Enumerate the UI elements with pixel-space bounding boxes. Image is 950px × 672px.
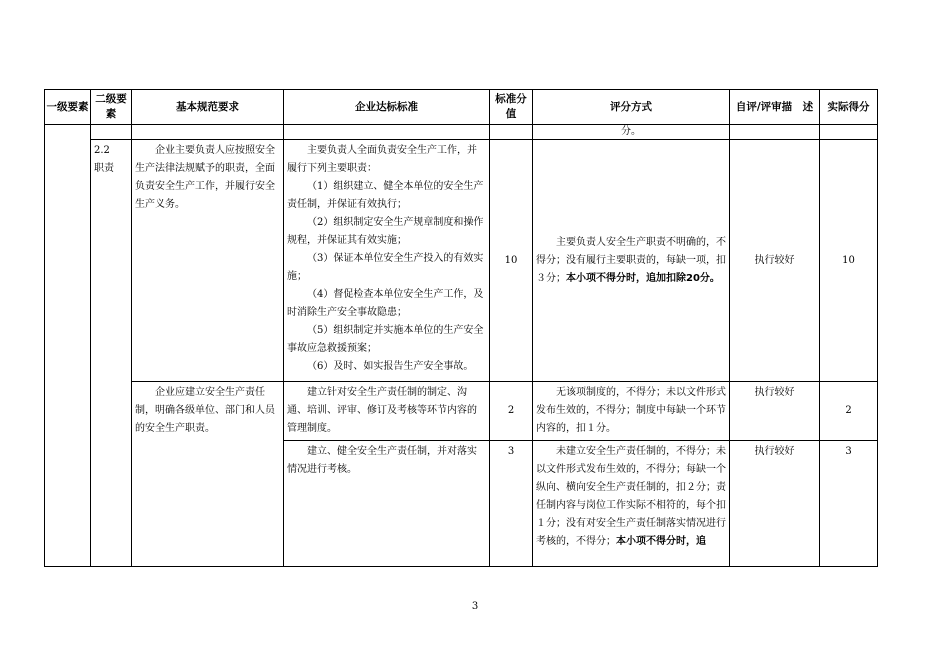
header-self-eval: 自评/评审描 述 — [730, 90, 820, 125]
standard-cell — [284, 140, 490, 382]
standard-item: （5）组织制定并实施本单位的生产安全事故应急救援预案； — [287, 325, 484, 354]
standard-lead: 主要负责人全面负责安全生产工作，并履行下列主要职责： — [287, 145, 477, 174]
self-eval-cell: 执行较好 — [730, 382, 820, 441]
header-scoring: 评分方式 — [533, 90, 730, 125]
standard-item: （1）组织建立、健全本单位的安全生产责任制，并保证有效执行； — [287, 181, 484, 210]
table-row — [45, 140, 878, 382]
continuation-requirement — [132, 125, 284, 140]
scoring-cell — [533, 140, 730, 382]
level1-cell — [45, 125, 91, 567]
standard-cell: 建立针对安全生产责任制的制定、沟通、培训、评审、修订及考核等环节内容的管理制度。 — [284, 382, 490, 441]
section-name: 职责 — [94, 163, 114, 174]
scoring-text: 未建立安全生产责任制的，不得分；未以文件形式发布生效的，不得分；每缺一个纵向、横向安全生产责任制的，扣２分；责任制内容与岗位工作实际不相符的，每个扣１分；没有对安全生产责任制落实情况进行考核的，不得分； — [536, 446, 726, 547]
continuation-actual — [820, 125, 878, 140]
standard-item: （4）督促检查本单位安全生产工作，及时消除生产安全事故隐患； — [287, 289, 484, 318]
header-level2: 二级要素 — [91, 90, 132, 125]
scoring-bold-text: 本小项不得分时，追 — [616, 536, 706, 547]
standard-cell: 建立、健全安全生产责任制，并对落实情况进行考核。 — [284, 441, 490, 567]
header-actual: 实际得分 — [820, 90, 878, 125]
requirement-cell: 企业主要负责人应按照安全生产法律法规赋予的职责，全面负责安全生产工作，并履行安全生产义务。 — [132, 140, 284, 382]
standard-item: （6）及时、如实报告生产安全事故。 — [307, 361, 474, 372]
standard-item: （2）组织制定安全生产规章制度和操作规程，并保证其有效实施； — [287, 217, 484, 246]
scoring-cell — [533, 441, 730, 567]
requirement-cell: 企业应建立安全生产责任制，明确各级单位、部门和人员的安全生产职责。 — [132, 382, 284, 567]
header-standard: 企业达标标准 — [284, 90, 490, 125]
continuation-standard — [284, 125, 490, 140]
continuation-self-eval — [730, 125, 820, 140]
self-eval-cell: 执行较好 — [730, 441, 820, 567]
scoring-bold-text: 本小项不得分时，追加扣除20分。 — [566, 272, 720, 284]
standard-item: （3）保证本单位安全生产投入的有效实施； — [287, 253, 484, 282]
continuation-score — [490, 125, 533, 140]
table-row — [45, 382, 878, 441]
level2-cell — [91, 140, 132, 567]
self-eval-cell: 执行较好 — [730, 140, 820, 382]
page-number: 3 — [471, 601, 479, 612]
header-level1: 一级要素 — [45, 90, 91, 125]
scoring-cell: 无该项制度的，不得分；未以文件形式发布生效的，不得分；制度中每缺一个环节内容的，扣１分。 — [533, 382, 730, 441]
score-cell: 10 — [490, 140, 533, 382]
continuation-row — [45, 125, 878, 140]
score-cell: 2 — [490, 382, 533, 441]
actual-score-cell: 2 — [820, 382, 878, 441]
continuation-scoring: 分。 — [533, 125, 730, 140]
section-code: 2.2 — [94, 145, 110, 156]
continuation-level2 — [91, 125, 132, 140]
header-row — [45, 90, 878, 125]
header-requirement: 基本规范要求 — [132, 90, 284, 125]
scoring-text: 主要负责人安全生产职责不明确的，不得分；没有履行主要职责的，每缺一项，扣３分； — [536, 236, 726, 284]
actual-score-cell: 10 — [820, 140, 878, 382]
score-cell: 3 — [490, 441, 533, 567]
header-score: 标准分值 — [490, 90, 533, 125]
actual-score-cell: 3 — [820, 441, 878, 567]
standards-table — [44, 89, 878, 567]
